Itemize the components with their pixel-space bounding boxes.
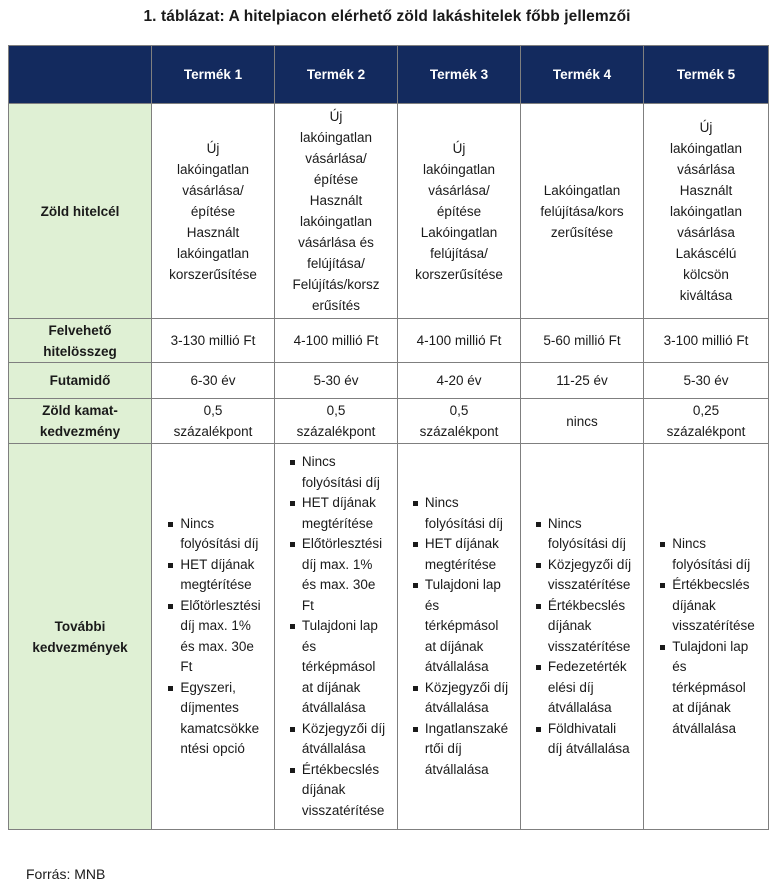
benefit-line: Tulajdoni lap [672,638,749,654]
cell-bullets [521,444,644,830]
benefit-line: díj max. 1% [180,618,251,633]
cell-line: vásárlása/ [305,151,367,166]
benefit-line: kamatcsökke [180,720,260,736]
row-zold-hitelcel [9,104,769,319]
cell-line: lakóingatlan [176,161,250,177]
benefit-line: megtérítése [180,577,252,592]
benefit-line: Tulajdoni lap [424,577,501,592]
row-label-zold-hitelcel: Zöld hitelcél [9,104,152,319]
source-note: Forrás: MNB [26,866,106,882]
cell-line: Új [699,119,713,135]
header-corner-cell [9,46,152,104]
cell-line: zerűsítése [550,224,614,240]
benefit-line: Értékbecslés [547,597,626,613]
cell-stack [521,399,644,444]
benefit-line: folyósítási díj [672,556,751,572]
header-product-1: Termék 1 [152,46,275,104]
cell-line: lakóingatlan [299,130,373,145]
cell-line: További [54,618,106,634]
cell-line: lakóingatlan [422,161,496,177]
benefit-item [289,534,385,616]
benefit-line: at díjának [672,700,731,715]
benefit-item [659,534,755,575]
benefit-item [167,514,260,555]
benefit-line: térképmásol [301,659,376,674]
benefit-line: és max. 30e [180,638,254,654]
header-product-5: Termék 5 [644,46,769,104]
benefit-line: díjának [301,782,346,797]
benefit-item [412,493,508,534]
cell-line: Lakáscélú [675,245,737,261]
benefit-line: Fedezetérték [547,659,627,674]
benefit-line: Közjegyzői díj [424,679,509,695]
benefit-item [289,719,385,760]
cell-stack [152,104,275,319]
row-tovabbi [9,444,769,830]
benefit-item [535,555,631,596]
benefit-list [657,534,755,739]
benefit-line: visszatérítése [547,638,631,654]
benefit-line: folyósítási díj [424,515,503,531]
benefit-line: átvállalása [672,720,737,736]
cell-line: erűsítés [311,298,361,313]
cell-line: 0,25 [692,403,720,418]
cell-bullets [398,444,521,830]
benefit-line: HET díjának [424,536,499,551]
benefit-line: Közjegyzői díj [547,556,632,572]
benefit-line: megtérítése [424,556,497,572]
cell-stack [152,399,275,444]
benefit-item [167,596,260,678]
benefit-item [659,637,755,740]
cell-line: 0,5 [326,403,346,418]
cell-line: kedvezmény [39,424,121,439]
benefit-line: Nincs [672,536,706,551]
cell-line: Lakóingatlan [543,182,621,198]
row-kamatkedvezmeny [9,399,769,444]
benefit-line: HET díjának [301,495,376,510]
benefit-line: és [424,597,440,613]
cell-line: Felvehető [48,322,112,338]
header-product-3: Termék 3 [398,46,521,104]
cell-line: Lakóingatlan [420,224,498,240]
header-product-4: Termék 4 [521,46,644,104]
benefit-item [289,452,385,493]
benefit-line: díjának [672,597,716,613]
cell-stack [644,399,769,444]
benefit-item [167,555,260,596]
benefit-item [167,678,260,760]
cell-line: felújítása/kors [540,203,624,219]
benefit-line: Nincs [301,454,336,469]
cell-line: építése [190,203,236,219]
benefit-line: Nincs [547,515,582,531]
benefit-line: és [301,638,317,654]
cell-line: százalékpont [419,424,499,439]
cell-bullets [644,444,769,830]
benefit-line: folyósítási díj [301,474,380,490]
cell-line: lakóingatlan [669,203,743,219]
benefit-line: átvállalása [301,741,366,756]
cell-line: százalékpont [173,424,253,439]
cell-line: Zöld kamat- [42,403,118,418]
cell-line: hitelösszeg [43,343,117,359]
benefit-line: díjmentes [180,700,239,715]
cell-line: vásárlása és [298,235,374,250]
row-futamido [9,363,769,399]
cell-stack [398,104,521,319]
cell-stack [398,399,521,444]
cell-stack [275,399,398,444]
header-row [9,46,769,104]
benefit-line: Tulajdoni lap [301,618,378,633]
row-label-kamatkedvezmeny [9,399,152,444]
row-hitelosszeg [9,319,769,363]
cell-line: korszerűsítése [169,266,257,282]
cell-amount-1: 3-130 millió Ft [152,319,275,363]
benefit-item [289,760,385,822]
row-label-tovabbi [9,444,152,830]
benefit-line: megtérítése [301,515,374,531]
cell-amount-2: 4-100 millió Ft [275,319,398,363]
cell-line: korszerűsítése [415,266,503,282]
cell-stack [521,104,644,319]
benefit-line: HET díjának [180,556,255,572]
benefit-line: folyósítási díj [180,536,259,551]
table-title: 1. táblázat: A hitelpiacon elérhető zöld lakáshitelek főbb jellemzői [143,8,631,25]
benefit-line: ntési opció [180,741,245,756]
cell-line: építése [313,172,359,187]
benefit-line: visszatérítése [301,802,385,818]
benefit-line: díj max. 1% [301,556,373,572]
cell-term-1: 6-30 év [152,363,275,399]
benefit-line: rtői díj [424,741,462,756]
benefit-line: folyósítási díj [547,536,626,551]
cell-term-3: 4-20 év [398,363,521,399]
benefit-line: térképmásol [424,618,499,633]
cell-bullets [275,444,398,830]
cell-line: Használt [679,182,733,198]
cell-line: 0,5 [203,403,223,418]
cell-line: felújítása/ [430,245,488,261]
benefit-line: Ft [301,597,314,613]
benefit-line: átvállalása [547,700,612,715]
cell-line: Új [329,109,343,124]
benefit-item [412,534,508,575]
cell-term-4: 11-25 év [521,363,644,399]
cell-line: Új [206,140,220,156]
benefit-list [533,514,631,760]
cell-line: Használt [309,193,363,208]
cell-line: lakóingatlan [299,214,373,229]
benefit-line: díjának [547,618,592,633]
benefit-list [165,514,260,760]
cell-line: kölcsön [683,266,729,282]
benefit-item [535,719,631,760]
green-mortgage-table [8,45,769,830]
benefit-line: visszatérítése [547,577,631,592]
benefit-line: Előtörlesztési [180,597,261,613]
benefit-line: Egyszeri, [180,679,236,695]
cell-line: felújítása/ [307,256,365,271]
cell-line: vásárlása [677,224,735,240]
benefit-line: Földhivatali [547,720,617,736]
benefit-item [412,719,508,781]
benefit-line: Értékbecslés [672,577,750,592]
cell-line: vásárlása/ [428,182,490,198]
cell-bullets [152,444,275,830]
cell-line: százalékpont [296,424,376,439]
cell-term-2: 5-30 év [275,363,398,399]
cell-line: Felújítás/korsz [292,277,380,292]
benefit-item [412,575,508,678]
cell-stack [644,104,769,319]
cell-amount-5: 3-100 millió Ft [644,319,769,363]
benefit-list [287,452,385,821]
cell-line: 0,5 [449,403,469,418]
benefit-line: at díjának [301,679,361,695]
benefit-line: átvállalása [424,700,489,715]
cell-term-5: 5-30 év [644,363,769,399]
row-label-futamido: Futamidő [9,363,152,399]
benefit-line: átvállalása [301,700,366,715]
benefit-line: átvállalása [424,761,489,777]
cell-amount-3: 4-100 millió Ft [398,319,521,363]
benefit-line: díj átvállalása [547,741,630,756]
cell-line: vásárlása [677,161,735,177]
benefit-line: elési díj [547,679,594,695]
benefit-line: átvállalása [424,659,489,674]
benefit-line: és max. 30e [301,577,376,592]
benefit-item [289,493,385,534]
benefit-line: térképmásol [672,679,746,695]
benefit-line: és [672,659,687,674]
benefit-item [535,596,631,658]
cell-line: Új [452,140,466,156]
benefit-item [535,514,631,555]
cell-line: vásárlása/ [182,182,244,198]
cell-line: százalékpont [666,424,746,439]
cell-line: kiváltása [679,287,733,303]
benefit-line: Nincs [180,515,215,531]
benefit-item [659,575,755,637]
cell-line: kedvezmények [32,639,128,655]
row-label-hitelosszeg [9,319,152,363]
cell-line: nincs [566,413,598,429]
cell-line: építése [436,203,482,219]
benefit-line: Ft [180,659,193,674]
benefit-item [535,657,631,719]
header-product-2: Termék 2 [275,46,398,104]
benefit-line: Közjegyzői díj [301,720,386,736]
cell-amount-4: 5-60 millió Ft [521,319,644,363]
cell-line: lakóingatlan [669,140,743,156]
benefit-line: at díjának [424,638,484,654]
benefit-line: Értékbecslés [301,761,380,777]
cell-line: lakóingatlan [176,245,250,261]
benefit-line: Ingatlanszaké [424,720,509,736]
cell-stack [275,104,398,319]
cell-line: Használt [186,224,240,240]
benefit-line: visszatérítése [672,618,755,633]
benefit-list [410,493,508,780]
benefit-item [412,678,508,719]
benefit-item [289,616,385,719]
benefit-line: Előtörlesztési [301,536,383,551]
benefit-line: Nincs [424,495,459,510]
